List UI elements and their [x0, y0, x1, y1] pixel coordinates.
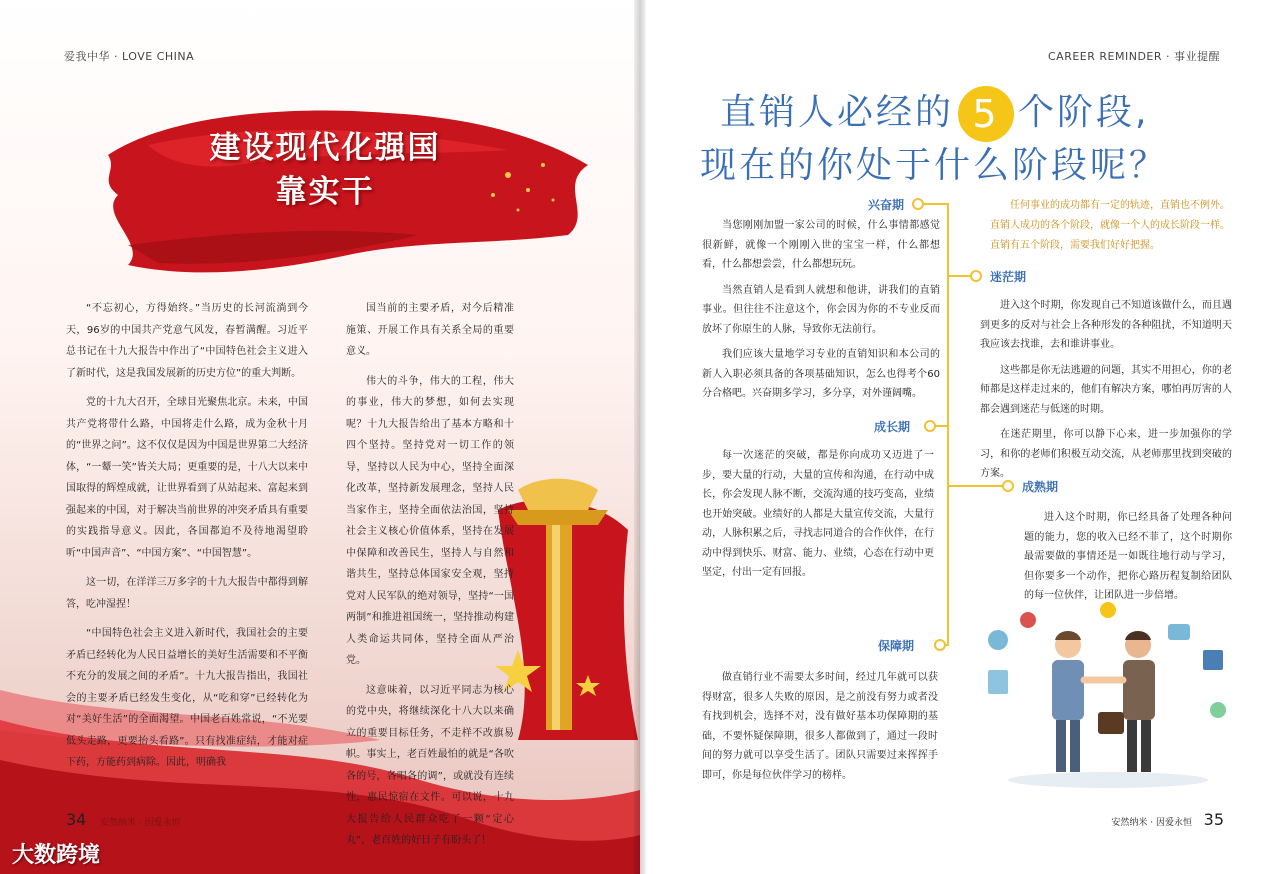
paragraph: “中国特色社会主义进入新时代，我国社会的主要矛盾已经转化为人民日益增长的美好生活需要和不平衡不充分的发展之间的矛盾”。十九大报告指出，我国社会的主要矛盾已经发生变化，从“吃和穿”已经转化为对“美好生活”的全面渴望。中国老百姓常说，“不光要低头走路，更要抬头看路”。只有找准症结，才能对症下药，方能药到病除。因此，明确我 [66, 628, 308, 768]
headline-part-a: 直销人必经的 [720, 92, 955, 133]
paragraph: 在迷茫期里，你可以静下心来，进一步加强你的学习，和你的老师们积极互动交流，从老师那里找到突破的方案。 [980, 429, 1232, 479]
stage-text-confusion [980, 296, 1232, 490]
paragraph: 我们应该大量地学习专业的直销知识和本公司的新人入职必须具备的各项基础知识，怎么也得考个60分合格吧。兴奋期多学习，多分享，对外谨阔嘴。 [702, 349, 940, 399]
paragraph: “不忘初心，方得始终。”当历史的长河流淌到今天，96岁的中国共产党意气风发，春暂满醒。习近平总书记在十九大报告中作出了“中国特色社会主义进入了新时代，这是我国发展新的历史方位”的重大判断。 [66, 303, 308, 379]
stage-text-growth [702, 446, 934, 589]
paragraph: 做直销行业不需要太多时间，经过几年就可以获得财富，很多人失败的原因，是之前没有努力或者没有找到机会，选择不对，没有做好基本功保障期的基础，不要怀疑保障期，很多人都做到了，通过一段时间的努力就可以享受生活了。团队只需要过来挥挥手即可，你是每位伙伴学习的榜样。 [702, 672, 938, 781]
paragraph: 国当前的主要矛盾，对今后精准施策、开展工作具有关系全局的重要意义。 [346, 303, 514, 357]
footer-slogan-left: 安然纳米 · 因爱永恒 [100, 818, 181, 828]
handshake-illustration [978, 600, 1238, 790]
paragraph: 党的十九大召开，全球目光聚焦北京。未来，中国共产党将带什么路，中国将走什么路，成为金秋十月的“世界之问”。这不仅仅是因为中国是世界第二大经济体，“一颦一笑”皆关大局；更重要的是，十八大以来中国取得的辉煌成就，让世界看到了从站起来、富起来到强起来的中国，对于解决当前世界的冲突矛盾具有重要的实践指导意义。因此，各国都迫不及待地渴望聆听“中国声音”、“中国方案”、“中国智慧”。 [66, 397, 308, 559]
intro-text: 任何事业的成功都有一定的轨迹，直销也不例外。直销人成功的各个阶段，就像一个人的成长阶段一样。直销有五个阶段，需要我们好好把握。 [990, 200, 1230, 251]
stage-text-security [702, 668, 938, 791]
stage-label-growth: 成长期 [874, 420, 911, 434]
paragraph: 每一次迷茫的突破，都是你向成功又迈进了一步，要大量的行动，大量的宣传和沟通，在行动中成长，你会发现人脉不断，交流沟通的技巧变高，业绩也开始突破。业绩好的人都是大量宣传交流，大量行动，人脉积累之后，寻找志同道合的合作伙伴，在行动中得到快乐、财富、能力、业绩，心态在行动中更坚定，付出一定有回报。 [702, 450, 934, 578]
watermark: 大数跨境 [12, 843, 101, 868]
footer-slogan-right: 安然纳米 · 因爱永恒 [1111, 818, 1192, 828]
stage-label-maturity: 成熟期 [1022, 480, 1059, 494]
stage-label-security: 保障期 [878, 639, 915, 653]
page-spine-shadow [634, 0, 646, 874]
stage-text-excitement [702, 216, 940, 410]
number-five-badge: 5 [958, 86, 1014, 142]
article-column-2 [346, 298, 514, 860]
stage-label-confusion: 迷茫期 [990, 270, 1027, 284]
running-head-right: CAREER REMINDER · 事业提醒 [1048, 50, 1220, 63]
article-title-line1: 建设现代化强国 [209, 130, 441, 166]
paragraph: 进入这个时期，你发现自己不知道该做什么，而且遇到更多的反对与社会上各种形发的各种阻扰，不知道明天我应该去找谁，去和谁讲事业。 [980, 300, 1232, 350]
stage-text-maturity [1024, 508, 1232, 612]
paragraph: 这意味着，以习近平同志为核心的党中央，将继续深化十八大以来确立的重要目标任务，不走样不改旗易帜。事实上，老百姓最怕的就是“各吹各的号，各唱各的调”，或就没有连续性，惠民惊宿在文件。可以说，十九大报告给人民群众吃了一颗“定心丸”，老百姓的好日子有盼头了！ [346, 684, 514, 846]
page-number-left: 34 [66, 810, 87, 829]
headline-line2: 现在的你处于什么阶段呢？ [700, 145, 1169, 186]
running-head-left: 爱我中华 · LOVE CHINA [64, 50, 195, 63]
paragraph: 这些都是你无法逃避的问题，其实不用担心，你的老师都是这样走过来的，他们有解决方案，哪怕再厉害的人都会遇到迷茫与低迷的时期。 [980, 364, 1232, 415]
paragraph: 当然直销人是看到人就想和他讲，讲我们的直销事业。但往往不注意这个，你会因为你的不专业反而放坏了你原生的人脉，导致你无法前行。 [702, 284, 940, 335]
page-number-right: 35 [1203, 810, 1224, 829]
paragraph: 进入这个时期，你已经具备了处理各种问题的能力，您的收入已经不菲了，这个时期你最需要做的事情还是一如既往地行动与学习，但你要多一个动作，把你心路历程复制给团队的每一位伙伴，让团队进一步倍增。 [1024, 512, 1232, 601]
stage-label-excitement: 兴奋期 [868, 198, 905, 212]
article-title [160, 126, 490, 214]
article-column-1 [66, 298, 308, 782]
paragraph: 当您刚刚加盟一家公司的时候，什么事情都感觉很新鲜，就像一个刚刚入世的宝宝一样，什么都想看，什么都想尝尝，什么都想玩玩。 [702, 220, 940, 270]
headline-part-b: 个阶段, [1018, 92, 1150, 133]
paragraph: 伟大的斗争，伟大的工程，伟大的事业，伟大的梦想，如何去实现呢？十九大报告给出了基本方略和十四个坚持。坚持党对一切工作的领导，坚持以人民为中心，坚持全面深化改革，坚持新发展理念，坚持人民当家作主，坚持全面依法治国，坚持社会主义核心价值体系，坚持在发展中保障和改善民生，坚持人与自然和谐共生，坚持总体国家安全观，坚持党对人民军队的绝对领导，坚持“一国两制”和推进祖国统一，坚持推动构建人类命运共同体，坚持全面从严治党。 [346, 375, 514, 666]
paragraph: 这一切，在洋洋三万多字的十九大报告中都得到解答，吃冲湿捏！ [66, 577, 308, 610]
article-title-line2: 靠实干 [275, 174, 375, 210]
right-page [640, 0, 1280, 874]
